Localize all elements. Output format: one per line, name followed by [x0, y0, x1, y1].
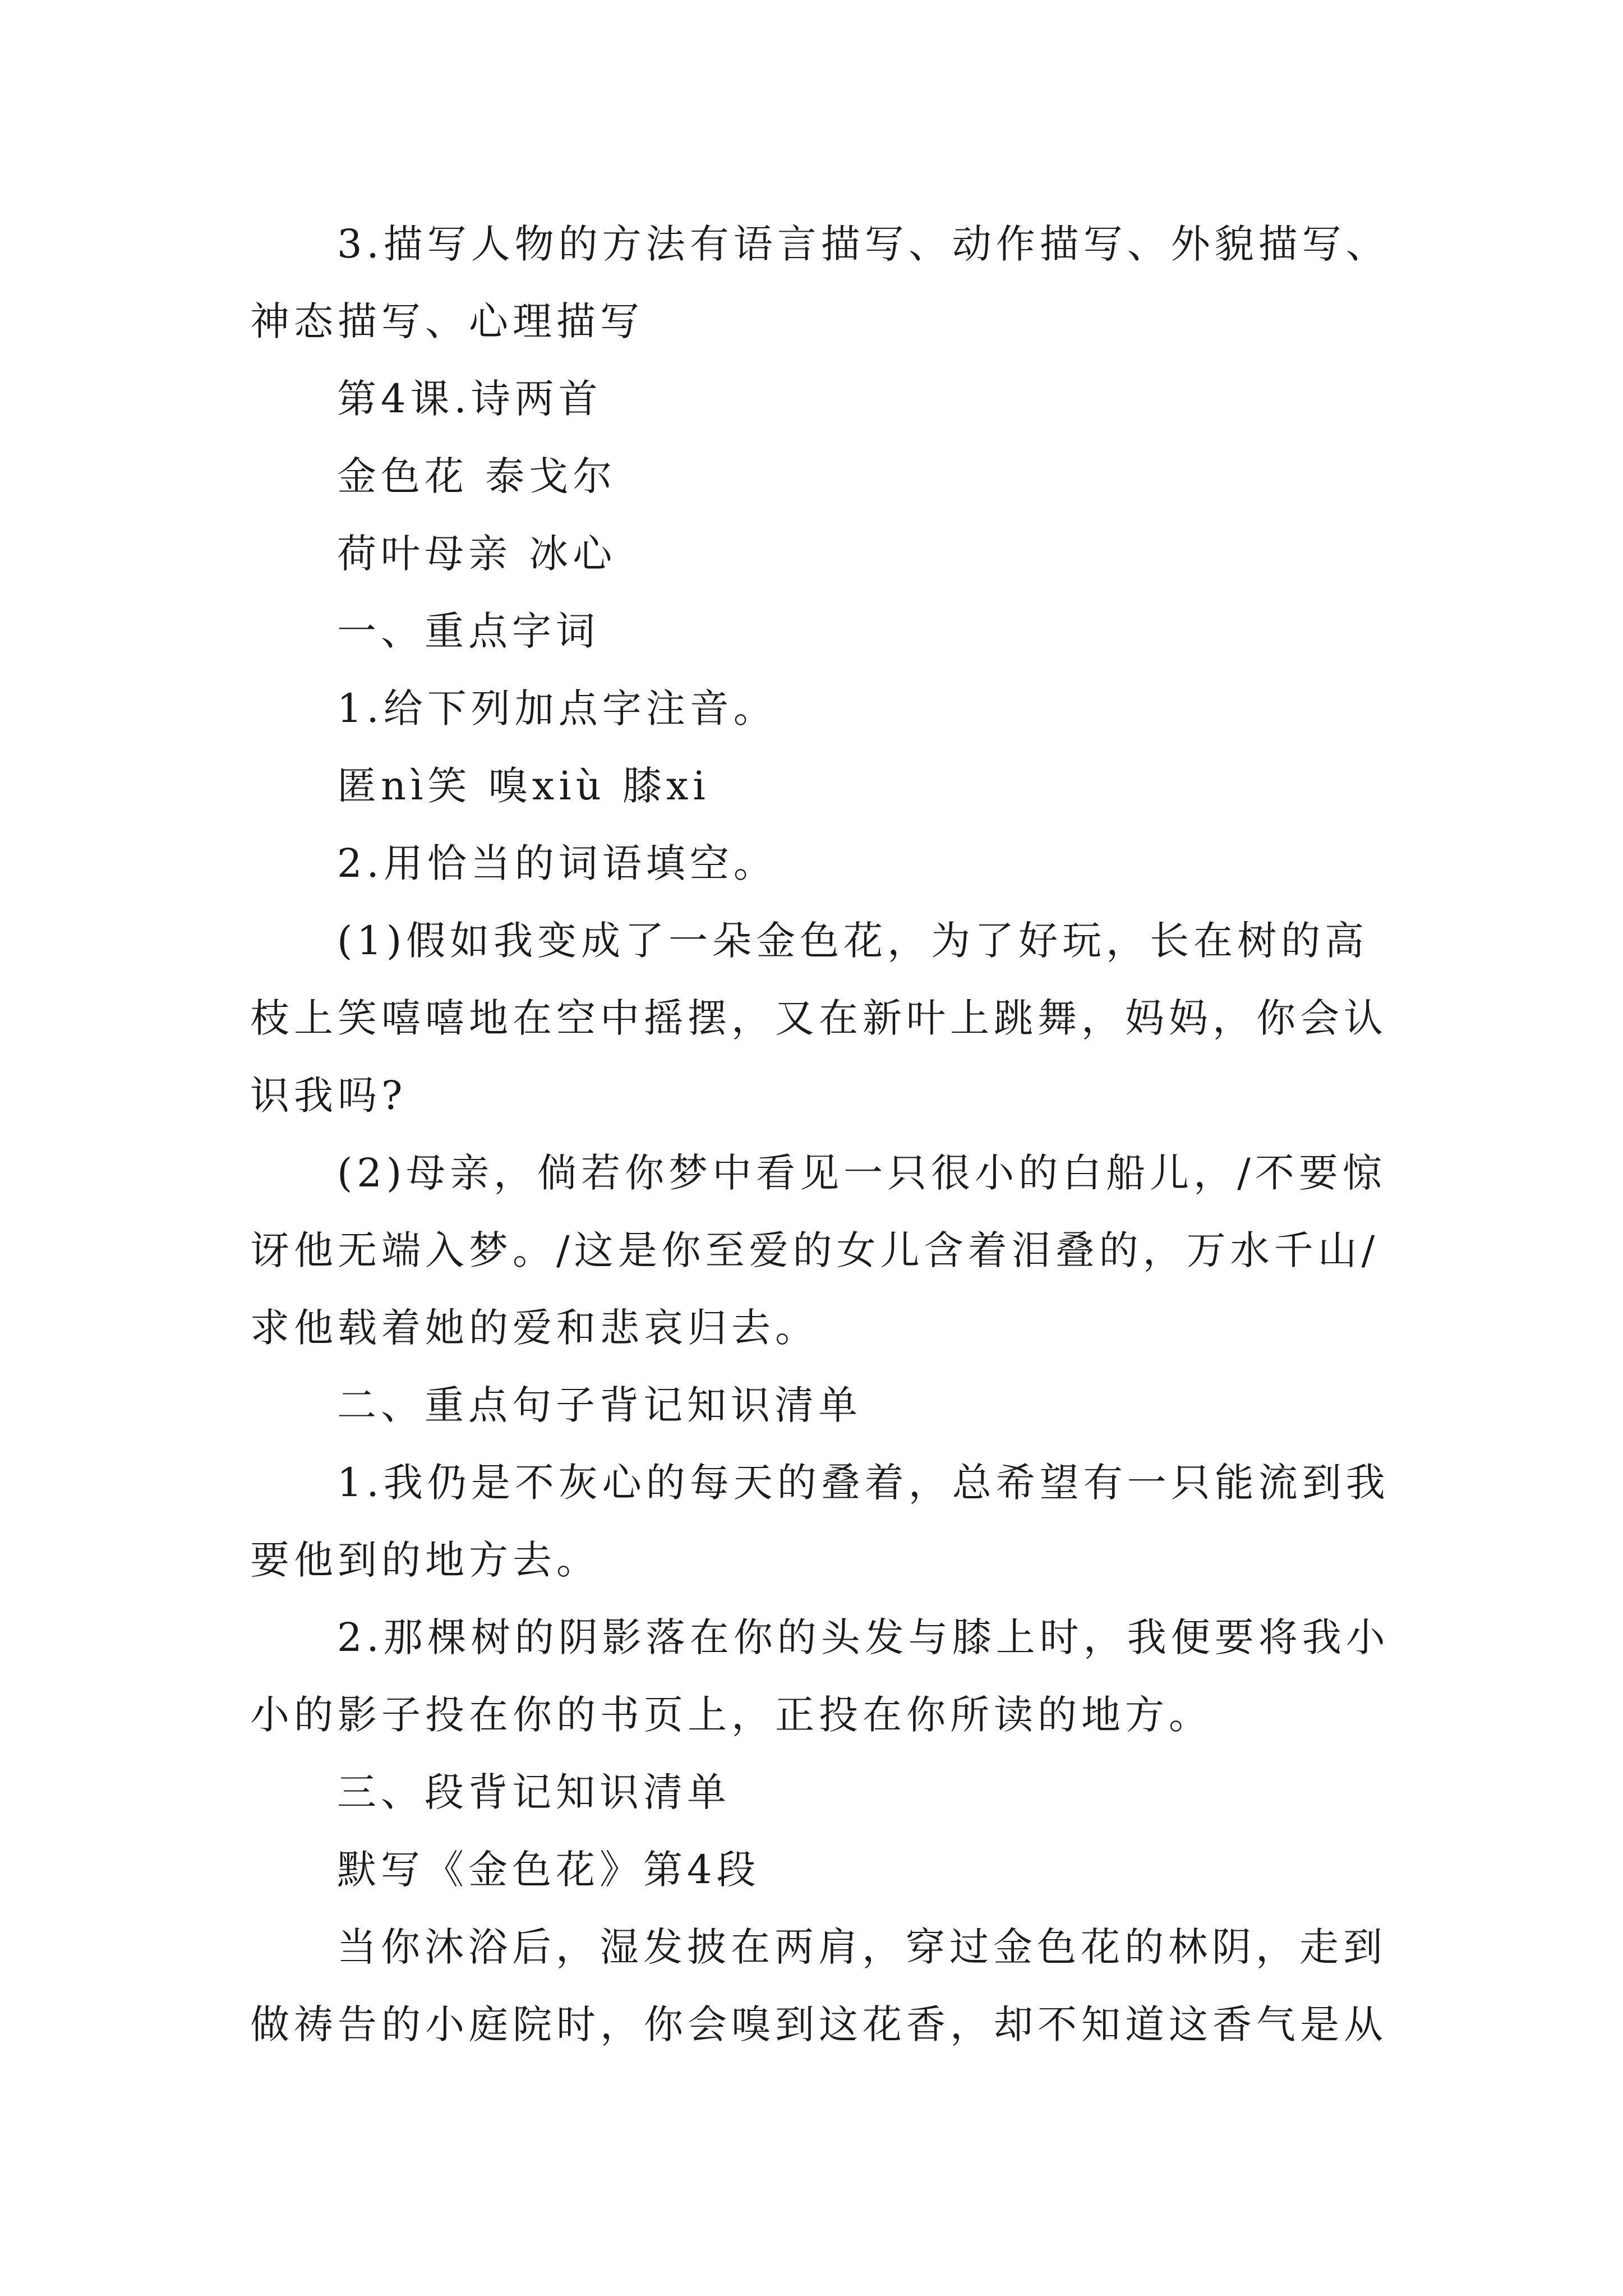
paragraph: 1.给下列加点字注音。	[337, 685, 777, 731]
section-heading: 二、重点句子背记知识清单	[337, 1382, 862, 1428]
paragraph: (2)母亲，倘若你梦中看见一只很小的白船儿，/不要惊讶他无端入梦。/这是你至爱的女儿含着泪叠的，万水千山/求他载着她的爱和悲哀归去。	[250, 1150, 1386, 1351]
paragraph: 3.描写人物的方法有语言描写、动作描写、外貌描写、神态描写、心理描写	[250, 221, 1390, 344]
paragraph: 2.用恰当的词语填空。	[337, 840, 777, 886]
poem-title: 金色花 泰戈尔	[337, 453, 617, 499]
document-body	[250, 205, 1394, 2063]
section-heading: 三、段背记知识清单	[337, 1769, 731, 1815]
paragraph: 匿nì笑 嗅xiù 膝xi	[337, 763, 710, 809]
section-heading: 一、重点字词	[337, 608, 600, 654]
paragraph: 1.我仍是不灰心的每天的叠着，总希望有一只能流到我要他到的地方去。	[250, 1460, 1390, 1583]
paragraph: 默写《金色花》第4段	[337, 1847, 760, 1893]
poem-title: 荷叶母亲 冰心	[337, 531, 617, 577]
paragraph: 当你沐浴后，湿发披在两肩，穿过金色花的林阴，走到做祷告的小庭院时，你会嗅到这花香，却不知道这香气是从	[250, 1924, 1387, 2047]
lesson-title: 第4课.诗两首	[337, 376, 602, 422]
paragraph: 2.那棵树的阴影落在你的头发与膝上时，我便要将我小小的影子投在你的书页上，正投在你所读的地方。	[250, 1614, 1390, 1738]
paragraph: (1)假如我变成了一朵金色花，为了好玩，长在树的高枝上笑嘻嘻地在空中摇摆，又在新叶上跳舞，妈妈，你会认识我吗?	[250, 918, 1387, 1119]
